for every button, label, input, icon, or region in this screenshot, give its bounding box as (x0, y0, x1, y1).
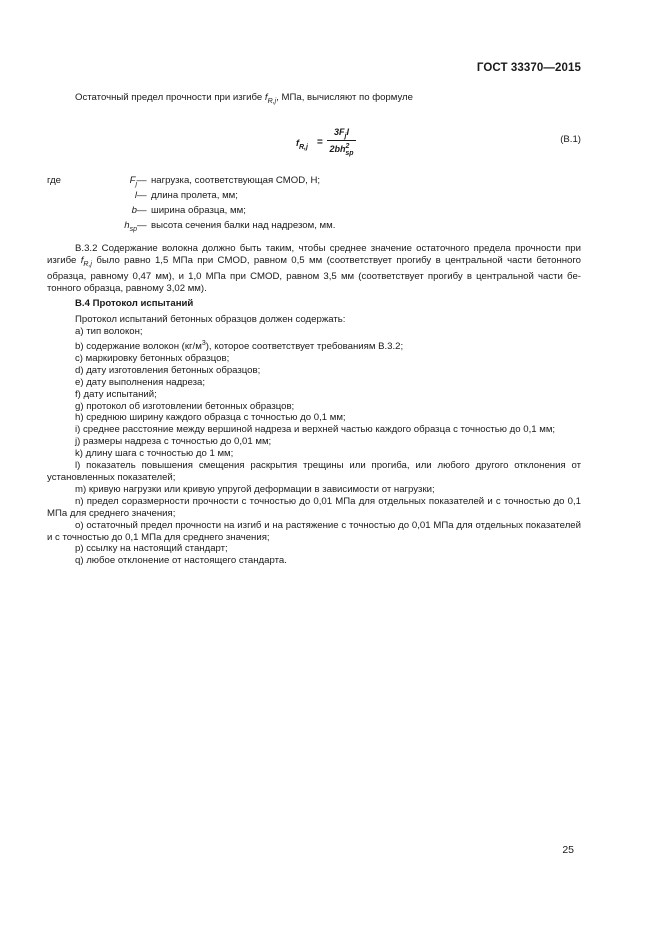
definition-symbol: $F_j$ (129, 175, 137, 188)
intro-sentence: Остаточный предел прочности при изгибе $f_{R,j}$, МПа, вычисляют по формуле (75, 92, 413, 105)
list-item: c) маркировку бетонных образцов; (75, 352, 230, 364)
definition-symbol: b (131, 205, 137, 216)
list-item: q) любое отклонение от настоящего стандарта. (75, 555, 287, 567)
formula (296, 126, 376, 162)
paragraph-b32: В.3.2 Содержание волокна должно быть таким, чтобы среднее значение остаточного предела прочности при изгибе $f_{R,j}$ было равно 1,5 МПа при CMOD, равном 0,5 мм (соответствует прогибу в центральной части бетонного образца, равному 0,47 мм), и 1,0 МПа при CMOD, равном 3,5 мм (соответствует прогибу в центральной части бетонного образца, равному 3,02 мм). (47, 243, 581, 294)
list-item: n) предел соразмерности прочности с точностью до 0,01 МПа для отдельных показателей и с точностью до 0,1 МПа для среднего значения; (47, 495, 581, 519)
list-item: e) дату выполнения надреза; (75, 376, 206, 388)
definition-symbol: l (134, 190, 137, 201)
definition-row: $h_{sp}$ — высота сечения балки над надрезом, мм. (124, 220, 336, 233)
formula-lhs: $f_{R,j}$ (296, 138, 308, 151)
page-number: 25 (562, 844, 574, 856)
list-item: a) тип волокон; (75, 325, 143, 337)
definition-symbol: $h_{sp}$ (124, 220, 137, 233)
list-item: d) дату изготовления бетонных образцов; (75, 364, 261, 376)
fraction-bar (327, 140, 356, 141)
list-item: l) показатель повышения смещения раскрытия трещины или прогиба, или любого другого отклонения от установленных показателей; (47, 460, 581, 483)
list-item: h) среднюю ширину каждого образца с точностью до 0,1 мм; (75, 412, 346, 424)
equation-number: (В.1) (560, 134, 581, 145)
formula-denominator: $2bh^2_{sp}$ (329, 143, 354, 157)
section-heading: В.4 Протокол испытаний (75, 298, 194, 309)
list-item: p) ссылку на настоящий стандарт; (75, 543, 228, 555)
protocol-list (47, 314, 581, 567)
list-item: f) дату испытаний; (75, 388, 157, 400)
formula-equals: = (317, 137, 323, 148)
formula-numerator: $3F_jl$ (334, 127, 349, 140)
definition-row: l — длина пролета, мм; (134, 190, 238, 201)
list-item: k) длину шага с точностью до 1 мм; (75, 448, 234, 460)
list-item: j) размеры надреза с точностью до 0,01 мм; (75, 436, 272, 448)
definition-row: b — ширина образца, мм; (131, 205, 246, 216)
document-header: ГОСТ 33370—2015 (476, 62, 581, 74)
variable-definitions (47, 175, 587, 235)
list-item: i) среднее расстояние между вершиной надреза и верхней частью каждого образца с точностью до 0,1 мм; (75, 424, 556, 436)
definition-row: где $F_j$ — нагрузка, соответствующая CMOD, Н; (47, 175, 321, 188)
list-item: g) протокол об изготовлении бетонных образцов; (75, 400, 295, 412)
list-item: Протокол испытаний бетонных образцов должен содержать: (75, 314, 346, 325)
list-item: m) кривую нагрузки или кривую упругой деформации в зависимости от нагрузки; (75, 483, 435, 495)
where-label: где (47, 175, 62, 186)
list-item: b) содержание волокон $(кг/м^3)$, которое соответствует требованиям В.3.2; (75, 339, 404, 352)
list-item: o) остаточный предел прочности на изгиб и на растяжение с точностью до 0,01 МПа для отдельных показателей и с точностью до 0,1 МПа для среднего значения; (47, 519, 581, 543)
